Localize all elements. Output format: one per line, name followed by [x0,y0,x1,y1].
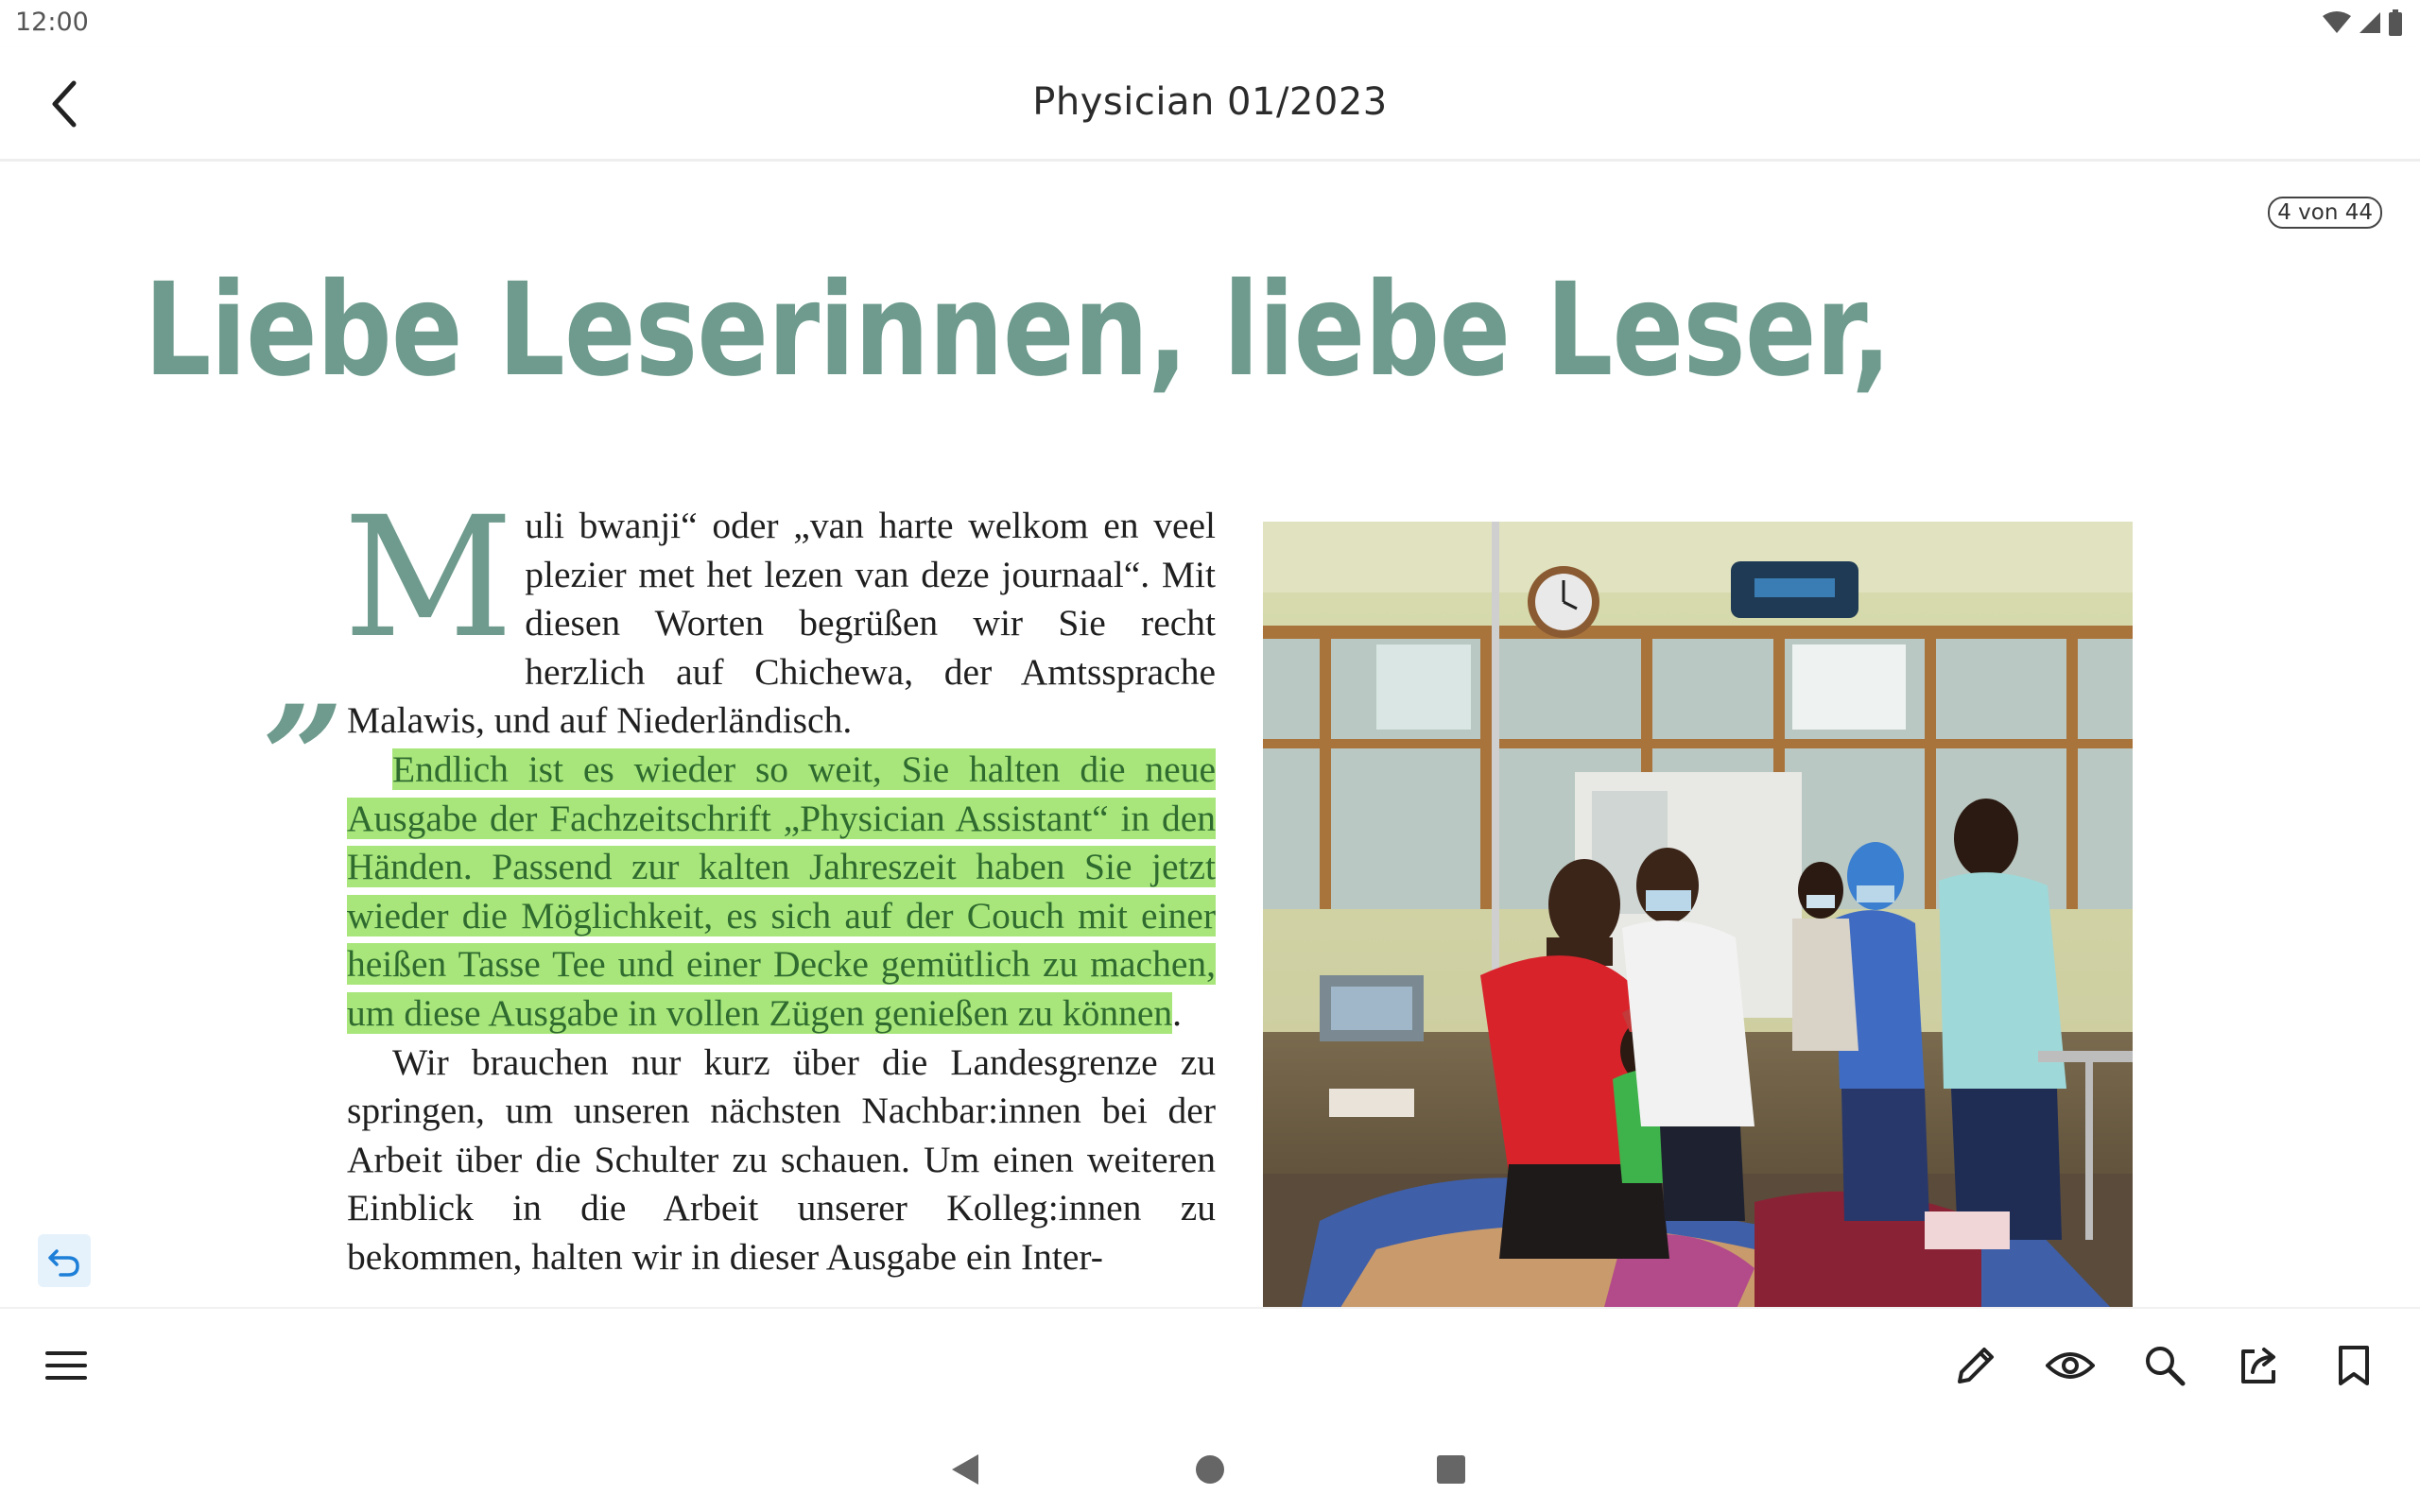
recents-square-icon [1436,1454,1466,1485]
nav-back-button[interactable] [938,1441,994,1498]
article-text[interactable] [343,481,1216,1282]
search-button[interactable] [2129,1330,2201,1401]
annotate-button[interactable] [1940,1330,2012,1401]
paragraph-3: Wir brauchen nur kurz über die Landesgrenze zu springen, um unseren nächsten Nachbar:innen bei der Arbeit über die Schulter zu schauen. Um einen weiteren Einblick in die Arbeit unserer Kolleg:innen zu bekommen, halten wir in dieser Ausgabe ein Inter- [347,1040,1216,1278]
pencil-icon [1954,1344,1997,1387]
drop-cap: M [343,481,514,675]
signal-icon [2358,10,2382,35]
status-icons [2322,9,2403,36]
bookmark-icon [2337,1344,2371,1387]
page-headline: Liebe Leserinnen, liebe Leser, [144,256,1892,405]
system-nav-bar [0,1420,2420,1512]
search-icon [2143,1344,2187,1387]
app-bar [0,47,2420,162]
nav-home-button[interactable] [1182,1441,1238,1498]
paragraph-2-end: . [1172,991,1183,1034]
undo-icon [45,1242,83,1280]
page-indicator: 4 von 44 [2268,197,2382,229]
share-icon [2238,1344,2281,1387]
status-bar [0,0,2420,47]
wifi-icon [2322,10,2352,35]
article-photo [1263,522,2133,1307]
status-time: 12:00 [15,8,89,37]
menu-icon [45,1349,87,1382]
battery-icon [2388,9,2403,36]
bottom-toolbar [0,1307,2420,1422]
share-button[interactable] [2223,1330,2295,1401]
paragraph-1 [343,481,1216,746]
menu-button[interactable] [30,1330,102,1401]
paragraph-2 [347,746,1216,1039]
undo-button[interactable] [38,1234,91,1287]
highlighted-text[interactable]: Endlich ist es wieder so weit, Sie halten die neue Ausgabe der Fachzeitschrift „Physician Assistant“ in den Händen. Passend zur kalten Jahreszeit haben Sie jetzt wieder die Möglichkeit, es sich auf der Couch mit einer heißen Tasse Tee und einer Decke gemütlich zu machen, um diese Ausgabe in vollen Zügen genießen zu können [347,747,1216,1034]
bookmark-button[interactable] [2318,1330,2390,1401]
paragraph-1-text: uli bwanji“ oder „van harte welkom en veel plezier met het lezen van deze journaal“. Mit diesen Worten begrüßen wir Sie recht herzlich auf Chichewa, der Amtssprache Malawis, und auf Niederländisch. [347,505,1216,742]
home-circle-icon [1194,1453,1226,1486]
publication-title: Physician 01/2023 [1032,80,1388,124]
view-mode-button[interactable] [2034,1330,2106,1401]
magazine-page[interactable] [0,162,2420,1307]
back-triangle-icon [950,1452,982,1486]
quote-mark: „ [265,593,347,760]
eye-icon [2046,1349,2095,1383]
nav-recents-button[interactable] [1423,1441,1479,1498]
